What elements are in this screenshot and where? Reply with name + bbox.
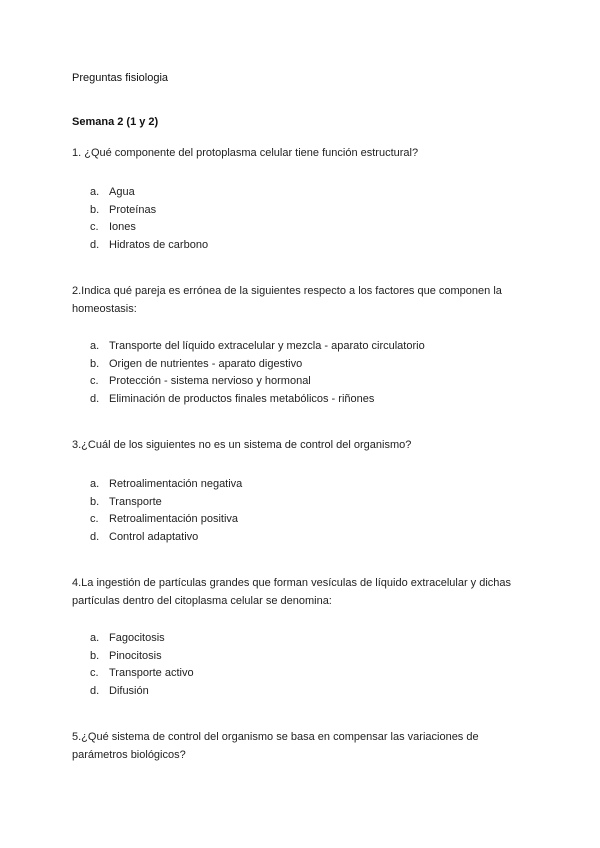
question-1: 1. ¿Qué componente del protoplasma celular tiene función estructural? xyxy=(72,147,419,159)
option-letter: d. xyxy=(90,392,100,405)
option-text: Hidratos de carbono xyxy=(109,238,209,251)
question-2-options xyxy=(90,338,425,408)
option-text: Transporte del líquido extracelular y mezcla - aparato circulatorio xyxy=(109,340,425,352)
option-item xyxy=(90,648,194,666)
option-letter: c. xyxy=(90,221,99,233)
option-letter: d. xyxy=(90,684,100,697)
option-item xyxy=(90,683,194,701)
option-letter: b. xyxy=(90,495,100,508)
option-text: Pinocitosis xyxy=(109,649,162,662)
question-2: 2.Indica qué pareja es errónea de la siguientes respecto a los factores que componen la homeostasis: xyxy=(72,285,502,315)
option-letter: c. xyxy=(90,513,99,525)
option-item xyxy=(90,184,208,202)
option-letter: a. xyxy=(90,478,100,490)
question-1-options xyxy=(90,184,208,254)
option-item xyxy=(90,391,425,409)
option-text: Transporte xyxy=(109,495,162,508)
option-text: Difusión xyxy=(109,684,149,697)
option-text: Transporte activo xyxy=(109,667,194,679)
option-text: Agua xyxy=(109,186,135,198)
option-text: Iones xyxy=(109,221,136,233)
option-letter: b. xyxy=(90,649,100,662)
option-item xyxy=(90,494,242,512)
option-letter: c. xyxy=(90,667,99,679)
question-3: 3.¿Cuál de los siguientes no es un sistema de control del organismo? xyxy=(72,439,412,451)
option-letter: a. xyxy=(90,632,100,644)
section-title: Semana 2 (1 y 2) xyxy=(72,116,159,128)
document-title: Preguntas fisiologia xyxy=(72,72,169,84)
option-letter: a. xyxy=(90,186,100,198)
option-item xyxy=(90,373,425,391)
option-text: Origen de nutrientes - aparato digestivo xyxy=(109,357,303,370)
option-item xyxy=(90,219,208,237)
option-item xyxy=(90,237,208,255)
option-text: Retroalimentación positiva xyxy=(109,513,239,525)
option-item xyxy=(90,630,194,648)
option-item xyxy=(90,529,242,547)
option-text: Proteínas xyxy=(109,203,157,216)
option-text: Protección - sistema nervioso y hormonal xyxy=(109,375,311,387)
option-letter: b. xyxy=(90,357,100,370)
question-3-options xyxy=(90,476,242,546)
option-letter: d. xyxy=(90,238,100,251)
option-text: Fagocitosis xyxy=(109,632,165,644)
option-item xyxy=(90,665,194,683)
option-item xyxy=(90,476,242,494)
option-item xyxy=(90,356,425,374)
option-text: Retroalimentación negativa xyxy=(109,478,243,490)
option-text: Eliminación de productos finales metabólicos - riñones xyxy=(109,392,375,405)
question-4-options xyxy=(90,630,194,700)
option-letter: c. xyxy=(90,375,99,387)
question-4: 4.La ingestión de partículas grandes que forman vesículas de líquido extracelular y dichas partículas dentro del citoplasma celular se denomina: xyxy=(72,577,512,607)
option-item xyxy=(90,338,425,356)
option-text: Control adaptativo xyxy=(109,530,199,543)
question-5: 5.¿Qué sistema de control del organismo se basa en compensar las variaciones de parámetros biológicos? xyxy=(72,731,479,761)
option-letter: a. xyxy=(90,340,100,352)
option-letter: d. xyxy=(90,530,100,543)
option-item xyxy=(90,202,208,220)
option-letter: b. xyxy=(90,203,100,216)
option-item xyxy=(90,511,242,529)
